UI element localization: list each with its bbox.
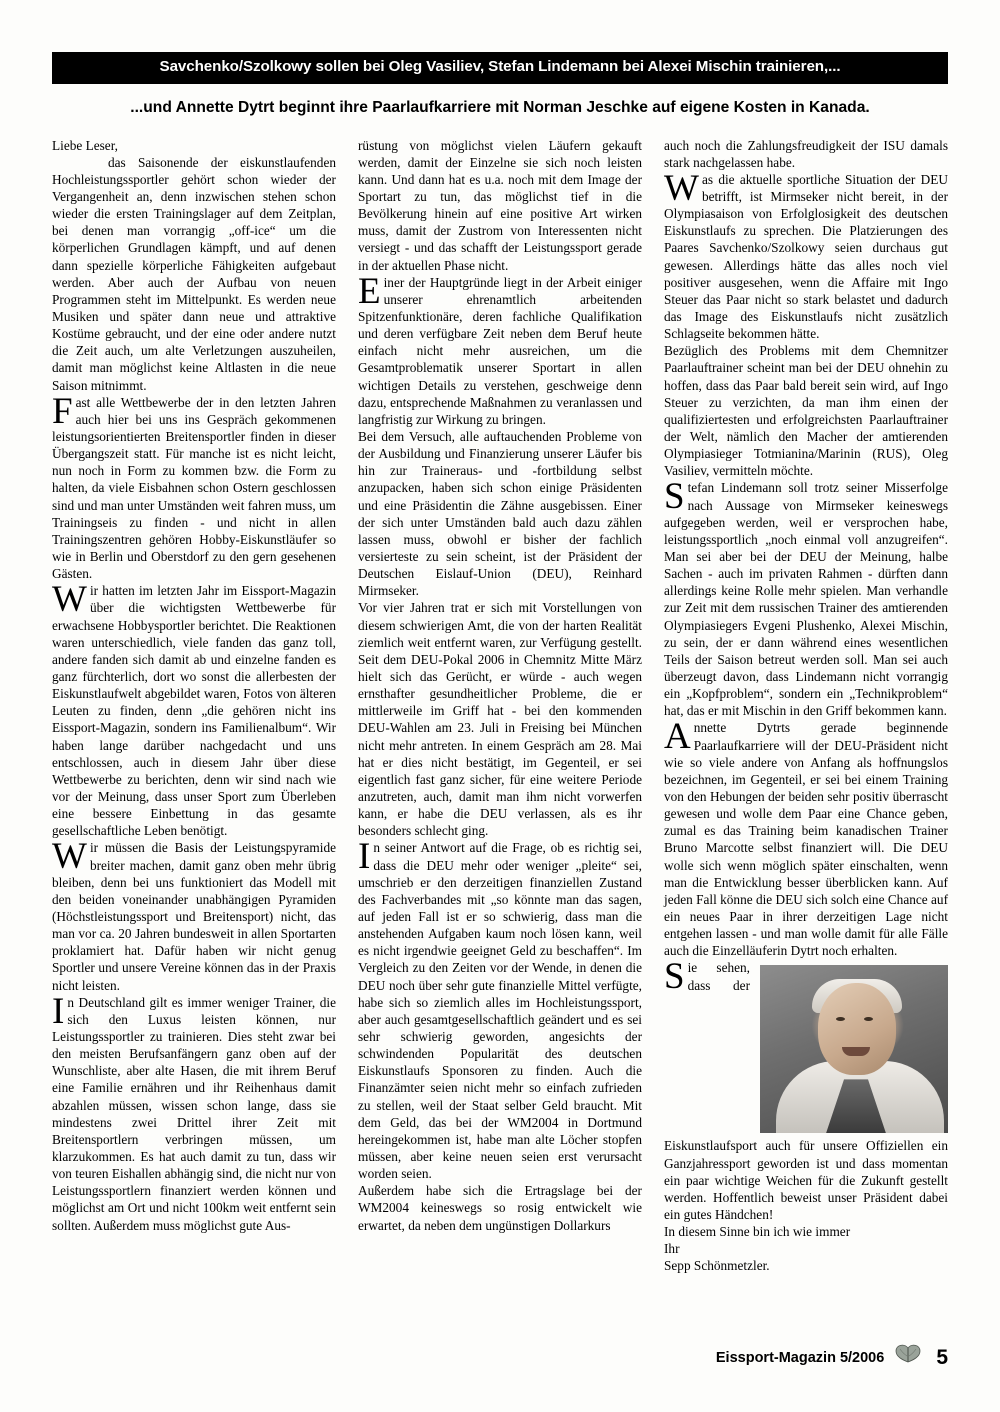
paragraph: In seiner Antwort auf die Frage, ob es richtig sei, dass die DEU mehr oder weniger „pleite“ sei, umschrieb er den derzeitigen finanziellen Zustand des Fachverbandes mit „so könnte man das sagen, auf jeden Fall ist er so schwierig, dass man die anstehenden Aufgaben kaum noch lösen kann, weil es nicht irgendwie geeignet Geld zu beschaffen“. Im Vergleich zu den Zeiten vor der Wende, in denen die DEU noch über sehr gute finanzielle Mittel verfügte, habe sich so ziemlich alles im Hochleistungssport, aber auch gesamtgesellschaftlich geändert und es sei sehr schwierig geworden, angesichts der schwindenden Popularität des deutschen Eiskunstlaufs Sponsoren zu finden. Auch die Finanzämter seien nicht mehr so einfach zufrieden zu stellen, weil der Staat selber Geld braucht. Mit dem Geld, das bei der WM2004 in Dortmund hereingekommen ist, habe man alte Löcher stopfen müssen, aber keine neuen seien erst verursacht worden seien.: [358, 836, 642, 1182]
paragraph: Stefan Lindemann soll trotz seiner Misserfolge nach Aussage von Mirmseker keineswegs aufgegeben werden, weil er versprochen habe, leistungssportlich „noch einmal voll anzugreifen“. Man sei aber bei der DEU der Meinung, halbe Sachen - auch im privaten Rahmen - dürften dann allerdings keine Rolle mehr spielen. Man verhandle zur Zeit mit dem russischen Trainer des amtierenden Olympiasiegers Evgeni Plushenko, Alexei Mischin, zu sein, der er dann während eines wesentlichen Teils der Saison betreut werden soll. Man sei auch überzeugt davon, dass Lindemann nicht vorrangig ein „Kopfproblem“, sondern ein „Technikproblem“ hat, das er mit Mischin in den Griff bekommen kann.: [664, 476, 948, 719]
signature: Sepp Schönmetzler.: [664, 1258, 770, 1274]
column-2: [358, 137, 642, 1327]
paragraph: Außerdem habe sich die Ertragslage bei der WM2004 keineswegs so rosig entwickelt wie erwartet, da neben dem ungünstigen Dollarkurs: [358, 1183, 642, 1233]
paragraph: Bezüglich des Problems mit dem Chemnitzer Paarlauftrainer scheint man bei der DEU ohnehin zu hoffen, dass das Paar bald bereit sein wird, auf Ingo Steuer zu verzichten, da man ihm einen der qualifiziertesten und erfolgreichsten Paarlauftrainer der Welt, nämlich den Macher der amtierenden Olympiasieger Totmianina/Marinin (RUS), Oleg Vasiliev, vermitteln möchte.: [664, 343, 948, 479]
article-columns: [52, 137, 948, 1327]
page-content: [52, 52, 948, 1369]
paragraph: rüstung von möglichst vielen Läufern gekauft werden, damit der Einzelne sie sich noch leisten kann. Und dann hat es u.a. noch mit dem Image der Sportart zu tun, das möglichst tief in die Bevölkerung hinein auf eine positive Art wirken muss, damit der Zustrom von Interessenten nicht versiegt - und das schafft der Leistungssport gerade in der aktuellen Phase nicht.: [358, 137, 642, 273]
column-3: [664, 137, 948, 1327]
paragraph: Wir müssen die Basis der Leistungspyramide breiter machen, damit ganz oben mehr übrig bleiben, denn bei uns funktioniert das Modell mit den beiden voneinander unabhängigen Pyramiden (Höchstleistungssport und Breitensport) nicht, das man vor ca. 20 Jahren bundesweit in allen Sportarten proklamiert hat. Dafür haben wir nicht genug Sportler und unsere Vereine können das in der Praxis nicht leisten.: [52, 836, 336, 993]
butterfly-logo-icon: [894, 1344, 922, 1366]
page-footer: [52, 1344, 948, 1369]
paragraph: Bei dem Versuch, alle auftauchenden Probleme von der Ausbildung und Finanzierung unserer Läufer bis hin zur Traineraus- und -fortbildung selbst anzupacken, haben sich schon einige Präsidenten und eine Präsidentin die Zähne ausgebissen. Einer der sich unter Umständen bald auch dazu zählen lassen muss, obwohl er bisher der fachlich versierteste zu sein scheint, ist der Präsident der Deutschen Eislauf-Union (DEU), Reinhard Mirmseker.: [358, 429, 642, 599]
photo-head: [818, 983, 896, 1075]
headline-banner: Savchenko/Szolkowy sollen bei Oleg Vasiliev, Stefan Lindemann bei Alexei Mischin trainieren,...: [52, 52, 948, 84]
author-photo: [760, 965, 948, 1133]
paragraph: In diesem Sinne bin ich wie immer: [664, 1224, 851, 1240]
paragraph: Einer der Hauptgründe liegt in der Arbeit einiger unserer ehrenamtlich arbeitenden Spitzenfunktionäre, deren fachliche Qualifikation und deren verfügbare Zeit neben dem Beruf heute einfach nicht mehr ausreichen, um die Gesamtproblematik unserer Sportart in allen wichtigen Details zu verstehen, geschweige denn dazu, entsprechende Maßnahmen zu veranlassen und langfristig zur Wirkung zu bringen.: [358, 270, 642, 427]
page-number: 5: [936, 1346, 948, 1369]
paragraph: Fast alle Wettbewerbe der in den letzten Jahren auch hier bei uns ins Gespräch gekommenen leistungsorientierten Breitensportler finden in dieser Übergangszeit statt. Für manche ist es nicht leicht, nun noch in Form zu kommen bzw. die Form zu halten, da viele Eisbahnen schon Ostern geschlossen sind und man unter Umständen weit fahren muss, um Trainingseis zu finden - und nicht in allen Trainingszentren gehören Hobby-Eiskunstläufer so wie in Berlin und Oberstdorf zu den gern gesehenen Gästen.: [52, 390, 336, 582]
paragraph: Sie sehen, dass der Eiskunstlaufsport auch für unsere Offiziellen ein Ganzjahressport geworden ist und dass momentan ein paar wichtige Weichen für die Zukunft gestellt werden. Hoffentlich beweist unser Präsident dabei ein gutes Händchen!: [664, 956, 948, 1222]
paragraph: In Deutschland gilt es immer weniger Trainer, die sich den Luxus leisten können, nur Leistungssportler zu trainieren. Dies steht zwar bei den meisten Berufsanfängern ganz oben auf der Wunschliste, aber alte Hasen, die mit ihrem Beruf eine Familie ernähren und ihr Reihenhaus damit abzahlen müssen, wissen schon lange, dass sie mindestens zwei Drittel ihrer Zeit mit Breitensportlern verbringen müssen, um klarzukommen. Es hat auch damit zu tun, dass wir von teuren Eishallen abhängig sind, die nicht nur von Leistungssportlern finanziert werden können und möglichst am Ort und nicht 100km weit entfernt sein sollten. Außerdem muss möglichst gute Aus-: [52, 990, 336, 1233]
greeting: Liebe Leser,: [52, 137, 118, 153]
paragraph: Wir hatten im letzten Jahr im Eissport-Magazin über die wichtigsten Wettbewerbe für erwachsene Hobbysportler berichtet. Die Reaktionen waren unterschiedlich, viele fanden das ganz toll, andere fanden sich damit ab und einzelne fanden es ganz fürchterlich, dort wo sonst die allerbesten der Eiskunstlaufwelt abgebildet waren, Fotos von älteren Leuten zu finden, denn „die gehören nicht ins Eissport-Magazin, sondern ins Familienalbum“. Wir haben lange darüber nachgedacht und uns entschlossen, auch in diesem Jahr über diese Wettbewerbe zu berichten, denn wir sind nach wie vor der Meinung, dass unser Sport zum Überleben eine bessere Einbettung in das gesamte gesellschaftliche Leben benötigt.: [52, 579, 336, 839]
paragraph: auch noch die Zahlungsfreudigkeit der ISU damals stark nachgelassen habe.: [664, 137, 948, 170]
paragraph: das Saisonende der eiskunstlaufenden Hochleistungssportler gehört schon wieder der Vergangenheit an, denn inzwischen stehen schon wieder die ersten Trainingslager auf dem Zeitplan, bei denen man vorrangig „off-ice“ um die körperlichen Grundlagen kämpft, und auf denen dann spezielle körperliche Fähigkeiten aufgebaut werden. Aber auch der Aufbau von neuen Programmen steht im Mittelpunkt. Es werden neue Musiken und später dann neue und attraktive Kostüme gebraucht, und der eine oder andere nutzt die Zeit auch, um alte Verletzungen auszuheilen, damit man möglichst keine Altlasten in die neue Saison mitnimmt.: [52, 154, 336, 393]
subheadline: ...und Annette Dytrt beginnt ihre Paarlaufkarriere mit Norman Jeschke auf eigene Kosten in Kanada.: [130, 98, 870, 116]
paragraph: Annette Dytrts gerade beginnende Paarlaufkarriere will der DEU-Präsident nicht wie so viele andere von Anfang als hoffnungslos bezeichnen, im Gegenteil, er sei bei einem Training von den Hebungen der beiden sehr positiv überrascht gewesen und wolle dem Paar eine Chance geben, zumal es das Training beim kanadischen Trainer Bruno Marcotte selbst finanziert will. Die DEU wolle sich wenn möglich später einschalten, wenn man die Entwicklung besser überblicken kann. Auf jeden Fall könne die DEU sich solch eine Chance auf ein neues Paar in ihrer derzeitigen Lage nicht entgehen lassen - und man wolle damit für alle Fälle auch die Einzelläuferin Dytrt noch erhalten.: [664, 716, 948, 959]
paragraph: Ihr: [664, 1241, 680, 1257]
column-1: [52, 137, 336, 1327]
paragraph: Vor vier Jahren trat er sich mit Vorstellungen von diesem schwierigen Amt, die von der harten Realität ziemlich weit entfernt waren, zur Verfügung gestellt. Seit dem DEU-Pokal 2006 in Chemnitz Mitte März hielt sich das Gerücht, er würde - auch wegen ernsthafter gesundheitlicher Probleme, die er mittlerweile im Griff hat - bei den kommenden DEU-Wahlen am 23. Juli in Freising bei München nicht mehr antreten. In einem Gespräch am 28. Mai hat er dies nicht bestätigt, im Gegenteil, er sei eigentlich fast ganz sicher, für eine weitere Periode anzutreten, auch, damit man ihm nicht vorwerfen kann, er habe die DEU verlassen, als es ihr besonders schlecht ging.: [358, 600, 642, 839]
magazine-title: Eissport-Magazin 5/2006: [715, 1350, 885, 1366]
paragraph: Was die aktuelle sportliche Situation der DEU betrifft, ist Mirmseker nicht bereit, in der Olympiasaison von Erfolglosigkeit des deutschen Eiskunstlaufs zu sprechen. Die Platzierungen des Paares Savchenko/Szolkowy seien durchaus gut gewesen. Allerdings hätte das alles noch viel positiver ausgesehen, wenn die Affaire mit Ingo Steuer das Paar nicht so stark belastet und dadurch das Image des Eiskunstlaufs nicht zusätzlich Schlagseite bekommen hätte.: [664, 167, 948, 342]
